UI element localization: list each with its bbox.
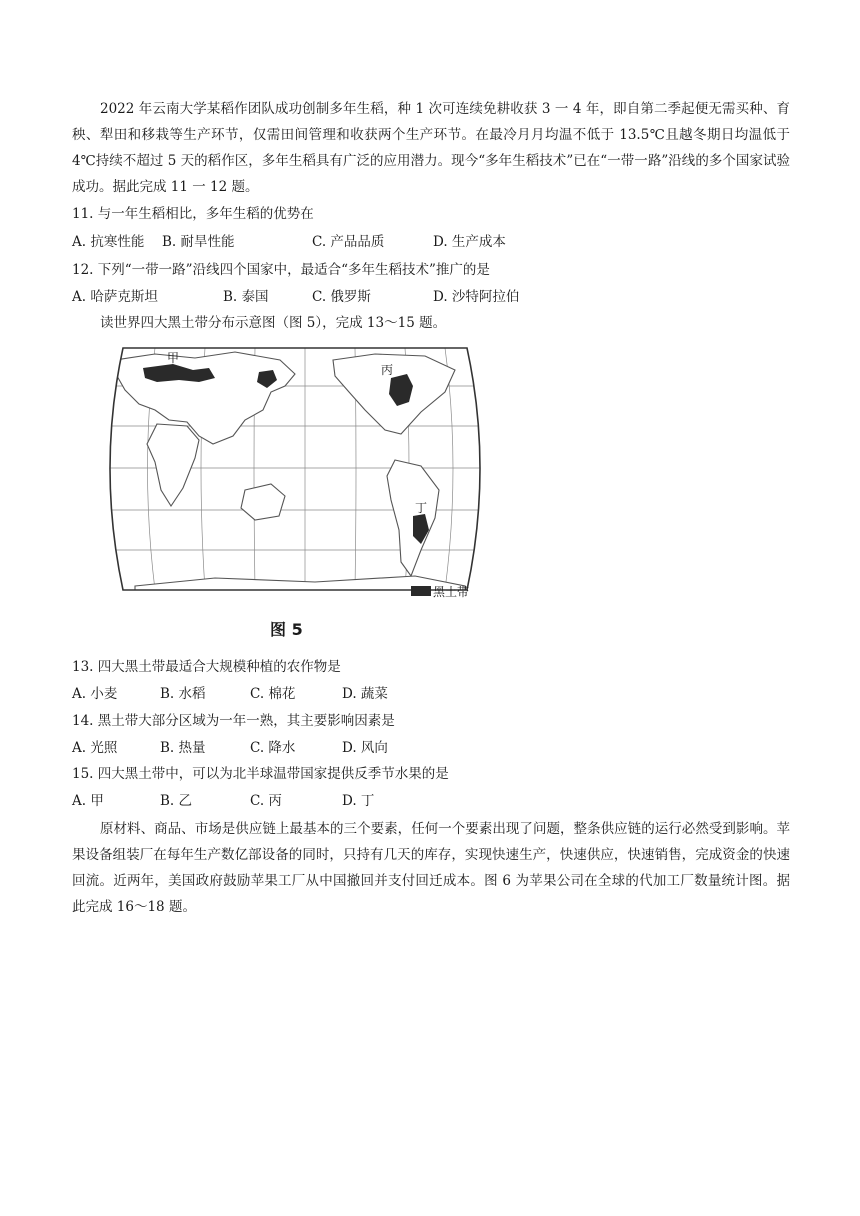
q13-option-b[interactable]: B. 水稻 [160,686,206,702]
australia-outline [241,484,285,520]
question-14-options [72,738,572,758]
figure-intro: 读世界四大黑土带分布示意图（图 5），完成 13～15 题。 [100,315,447,331]
q15-option-b[interactable]: B. 乙 [160,793,193,809]
legend-label: 黑土带 [433,585,470,599]
question-13-stem: 13. 四大黑土带最适合大规模种植的农作物是 [72,659,341,675]
question-12-stem: 12. 下列“一带一路”沿线四个国家中，最适合“多年生稻技术”推广的是 [72,262,490,278]
question-12-options [72,287,572,307]
q12-option-d[interactable]: D. 沙特阿拉伯 [433,289,520,305]
q12-option-a[interactable]: A. 哈萨克斯坦 [72,289,158,305]
map-label-ding: 丁 [415,501,428,515]
q14-option-b[interactable]: B. 热量 [160,740,206,756]
passage-supply-chain: 原材料、商品、市场是供应链上最基本的三个要素，任何一个要素出现了问题，整条供应链的运行必然受到影响。苹果设备组装厂在每年生产数亿部设备的同时，只持有几天的库存，实现快速生产，快速供应，快速销售，完成资金的快速回流。近两年，美国政府鼓励苹果工厂从中国撤回并支付回迁成本。图 6 为苹果公司在全球的代加工厂数量统计图。据此完成 16～18 题。 [72,821,790,915]
figure-caption: 图 5 [270,620,303,639]
q12-option-c[interactable]: C. 俄罗斯 [312,289,371,305]
map-label-jia: 甲 [167,351,180,365]
africa-outline [147,424,199,506]
question-15-stem: 15. 四大黑土带中，可以为北半球温带国家提供反季节水果的是 [72,766,449,782]
q11-option-a[interactable]: A. 抗寒性能 [72,234,145,250]
q15-option-a[interactable]: A. 甲 [72,793,104,809]
question-11-options [72,232,572,252]
q12-option-b[interactable]: B. 泰国 [223,289,269,305]
legend-swatch [411,586,431,596]
map-label-bing: 丙 [381,363,394,377]
question-14-stem: 14. 黑土带大部分区域为一年一熟，其主要影响因素是 [72,713,395,729]
map-svg [95,340,495,645]
q11-option-d[interactable]: D. 生产成本 [433,234,506,250]
world-blackland-map [95,340,495,645]
question-15-options [72,791,572,811]
q15-option-d[interactable]: D. 丁 [342,793,375,809]
passage-perennial-rice: 2022 年云南大学某稻作团队成功创制多年生稻，种 1 次可连续免耕收获 3 一 4 年，即自第二季起便无需买种、育秧、犁田和移栽等生产环节，仅需田间管理和收获两个生产环节。在最冷月月均温不低于 13.5℃且越冬期日均温低于 4℃持续不超过 5 天的稻作区，多年生稻具有广泛的应用潜力。现今“多年生稻技术”已在“一带一路”沿线的多个国家试验成功。据此完成 11 一 12 题。 [72,101,790,195]
q15-option-c[interactable]: C. 丙 [250,793,282,809]
q14-option-a[interactable]: A. 光照 [72,740,118,756]
q13-option-a[interactable]: A. 小麦 [72,686,118,702]
q13-option-d[interactable]: D. 蔬菜 [342,686,388,702]
q11-option-c[interactable]: C. 产品品质 [312,234,385,250]
question-11-stem: 11. 与一年生稻相比，多年生稻的优势在 [72,206,314,222]
q11-option-b[interactable]: B. 耐旱性能 [162,234,235,250]
eurasia-outline [115,352,295,444]
q13-option-c[interactable]: C. 棉花 [250,686,296,702]
q14-option-c[interactable]: C. 降水 [250,740,296,756]
question-13-options [72,684,572,704]
q14-option-d[interactable]: D. 风向 [342,740,388,756]
